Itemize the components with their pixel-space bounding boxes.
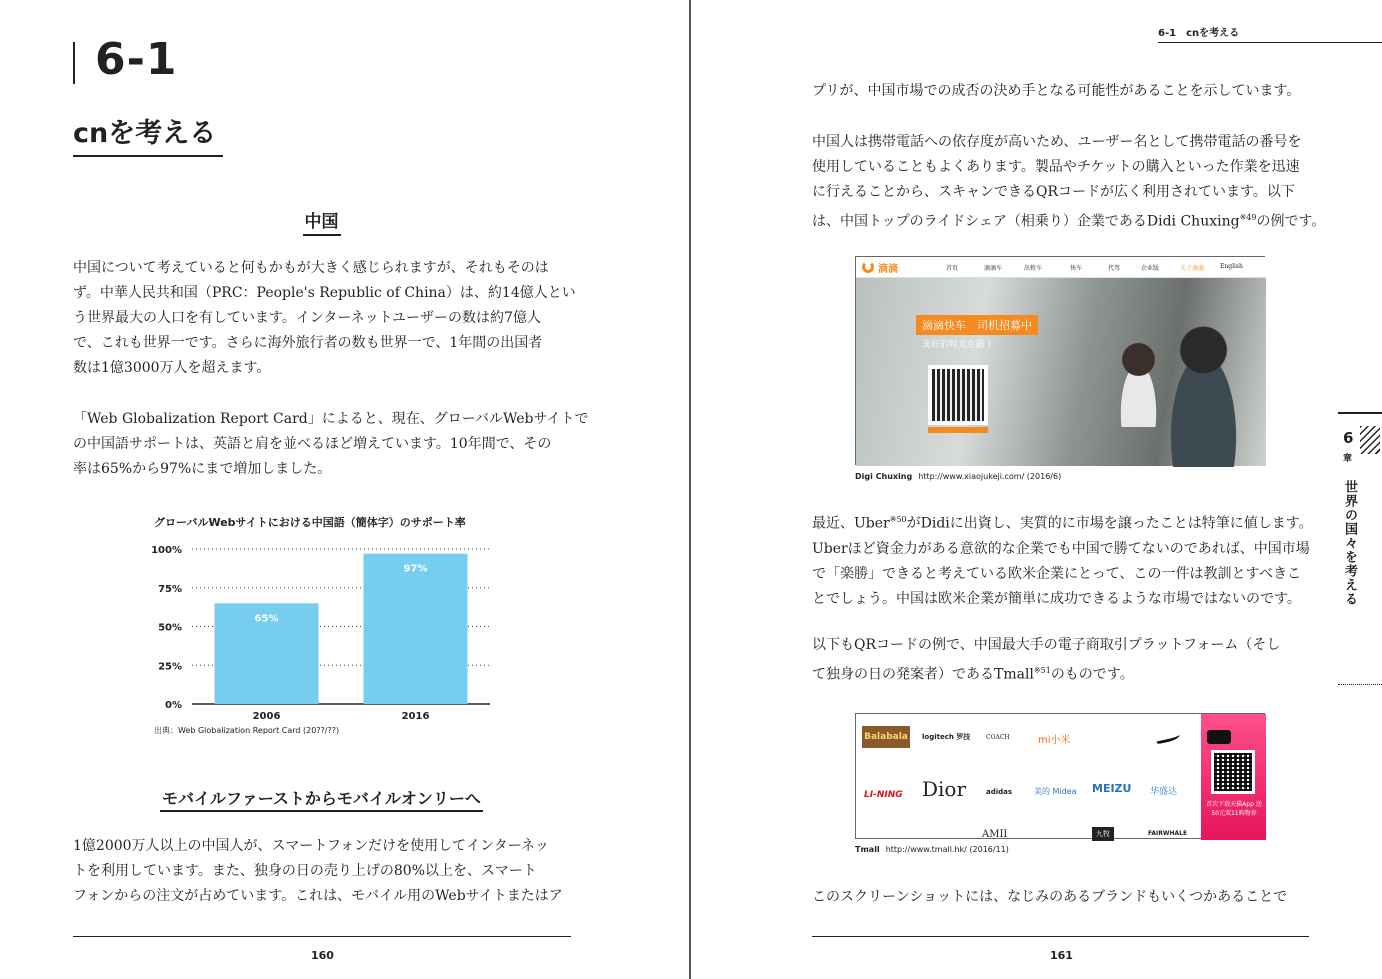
- brand-logo[interactable]: AMII: [982, 829, 1008, 840]
- tmall-caption: [855, 845, 1009, 854]
- text-span: の例です。: [1256, 213, 1326, 230]
- bar-value-label: 97%: [403, 563, 428, 575]
- side-hatch-icon: [1360, 426, 1380, 454]
- caption-name: Tmall: [855, 845, 880, 854]
- text-line: [812, 205, 1326, 235]
- running-header: 6-1 cnを考える: [1158, 28, 1240, 39]
- text-line: ず。中華人民共和国（PRC：People's Republic of China）は、約14億人とい: [73, 285, 576, 301]
- text-line: で、これも世界一です。さらに海外旅行者の数も世界一で、1年間の出国者: [73, 335, 543, 351]
- brand-logo[interactable]: 九牧: [1092, 827, 1114, 841]
- text-line: に行えることから、スキャンできるQRコードが広く利用されています。以下: [812, 184, 1295, 200]
- tmall-promo-panel: [1201, 714, 1266, 840]
- page-number: 161: [1050, 949, 1073, 962]
- brand-logo[interactable]: COACH: [986, 734, 1010, 741]
- text-span: 最近、Uber: [812, 515, 890, 532]
- section-heading-text: 中国: [303, 212, 341, 236]
- side-tab-rule-top: [1338, 412, 1382, 414]
- chapter-number-bar: [73, 42, 75, 84]
- didi-subtitle: 美好的时光在路上: [922, 340, 995, 350]
- page-number: 160: [311, 949, 334, 962]
- paragraph-3: [73, 834, 573, 909]
- y-tick-label: 25%: [158, 661, 182, 673]
- brand-grid: [856, 714, 1201, 840]
- y-tick-label: 50%: [158, 622, 182, 634]
- bar-value-label: 65%: [254, 613, 279, 625]
- brand-logo[interactable]: adidas: [986, 788, 1013, 796]
- running-header-rule: [1158, 42, 1382, 43]
- text-line: 中国について考えていると何もかもが大きく感じられますが、それもそのは: [73, 260, 549, 276]
- person-silhouette: [1111, 337, 1166, 427]
- paragraph-5: [812, 885, 1312, 910]
- text-line: Uberほど資金力がある意欲的な企業でも中国で勝てないのであれば、中国市場: [812, 540, 1310, 557]
- text-line: プリが、中国市場での成否の決め手となる可能性があることを示しています。: [812, 83, 1301, 99]
- side-tab-rule-bottom: [1338, 684, 1382, 685]
- left-page: [0, 0, 690, 979]
- text-span: がDidiに出資し、実質的に市場を譲ったことは特筆に値します。: [906, 515, 1313, 532]
- nike-swoosh-icon[interactable]: [1155, 732, 1180, 745]
- didi-banner: 滴滴快车 司机招募中: [916, 315, 1038, 335]
- text-line: とでしょう。中国は欧米企業が簡単に成功できるような市場ではないのです。: [812, 590, 1301, 607]
- footnote-ref: ※50: [889, 515, 907, 524]
- brand-logo[interactable]: 美的 Midea: [1034, 787, 1077, 796]
- text-line: [812, 507, 1312, 537]
- didi-screenshot: [855, 256, 1265, 465]
- text-line: 数は1億3000万人を超えます。: [73, 360, 271, 376]
- caption-name: Digi Chuxing: [855, 472, 913, 481]
- qr-code-icon: [928, 365, 988, 425]
- text-line: フォンからの注文が占めています。これは、モバイル用のWebサイトまたはア: [73, 888, 563, 904]
- text-line: 率は65%から97%にまで増加しました。: [73, 461, 332, 477]
- qr-code-icon[interactable]: [1211, 750, 1255, 794]
- chart-bar: [364, 554, 468, 704]
- text-line: 中国人は携帯電話への依存度が高いため、ユーザー名として携帯電話の番号を: [812, 134, 1302, 150]
- section-heading-text: モバイルファーストからモバイルオンリーへ: [160, 789, 483, 812]
- didi-logo-icon: [862, 261, 874, 273]
- nav-item[interactable]: 关于滴滴: [1180, 265, 1205, 272]
- text-span: のものです。: [1050, 666, 1134, 683]
- chart-plot: [140, 526, 510, 741]
- brand-logo[interactable]: MEIZU: [1092, 782, 1132, 795]
- qr-pattern: [932, 369, 984, 421]
- didi-logo-text: 滴滴: [878, 264, 898, 275]
- y-tick-label: 100%: [151, 545, 182, 556]
- side-chapter-label: 章: [1343, 454, 1353, 464]
- side-title: 世界の国々を考える: [1342, 480, 1357, 606]
- tmall-screenshot: [855, 713, 1265, 839]
- nav-item[interactable]: 滴滴车: [984, 265, 1003, 272]
- text-line: 使用していることもよくあります。製品やチケットの購入といった作業を迅速: [812, 159, 1300, 175]
- nav-item[interactable]: 首页: [946, 265, 959, 272]
- section-heading-china: [0, 207, 643, 232]
- text-line: [812, 658, 1312, 688]
- nav-item[interactable]: 快车: [1070, 265, 1083, 272]
- right-page: [692, 0, 1382, 979]
- chapter-title: cnを考える: [73, 118, 217, 149]
- support-rate-chart: [140, 510, 510, 740]
- y-tick-label: 0%: [165, 700, 182, 711]
- brand-logo[interactable]: logitech 罗技: [922, 733, 971, 741]
- didi-caption: [855, 472, 1061, 481]
- footnote-ref: ※51: [1033, 666, 1051, 675]
- brand-logo[interactable]: FAIRWHALE: [1148, 830, 1188, 837]
- paragraph-1: [73, 256, 576, 381]
- text-span: は、中国トップのライドシェア（相乗り）企業であるDidi Chuxing: [812, 213, 1240, 230]
- tmall-promo-text: 首次下载天猫App 送50元双11购物券: [1206, 801, 1262, 817]
- brand-logo[interactable]: Balabala: [862, 726, 910, 748]
- paragraph-2: [73, 407, 589, 482]
- paragraph-3: [812, 507, 1312, 612]
- chapter-title-underline: [73, 155, 223, 157]
- person-silhouette: [1156, 317, 1251, 467]
- didi-navbar: [856, 257, 1266, 278]
- brand-logo[interactable]: 华盛达: [1150, 787, 1178, 797]
- qr-pattern: [1214, 753, 1252, 791]
- qr-label-bar: [928, 427, 988, 433]
- chapter-number: 6-1: [95, 34, 178, 85]
- text-line: う世界最大の人口を有しています。インターネットユーザーの数は約7億人: [73, 310, 541, 326]
- y-tick-label: 75%: [158, 583, 182, 595]
- x-tick-label: 2016: [401, 711, 430, 722]
- chart-title: グローバルWebサイトにおける中国語（簡体字）のサポート率: [154, 516, 466, 529]
- text-line: 以下もQRコードの例で、中国最大手の電子商取引プラットフォーム（そし: [812, 637, 1281, 653]
- paragraph-1: [812, 79, 1312, 104]
- book-gutter: [689, 0, 691, 979]
- nav-item[interactable]: English: [1220, 263, 1243, 270]
- brand-logo[interactable]: LI-NING: [864, 790, 903, 800]
- text-line: トを利用しています。また、独身の日の売り上げの80%以上を、スマート: [73, 863, 537, 879]
- paragraph-4: [812, 633, 1312, 688]
- nav-item[interactable]: 企业版: [1141, 265, 1160, 272]
- nav-item[interactable]: 出租车: [1024, 265, 1043, 272]
- caption-url: http://www.xiaojukeji.com/ (2016/6): [918, 472, 1062, 481]
- caption-url: http://www.tmall.hk/ (2016/11): [885, 845, 1009, 854]
- side-chapter-number: 6: [1343, 429, 1354, 447]
- text-line: 「Web Globalization Report Card」によると、現在、グローバルWebサイトで: [73, 411, 589, 427]
- paragraph-2: [812, 130, 1326, 235]
- nav-item[interactable]: 代驾: [1108, 265, 1121, 272]
- footnote-ref: ※49: [1239, 213, 1257, 222]
- brand-logo[interactable]: mi小米: [1038, 735, 1071, 746]
- text-line: 1億2000万人以上の中国人が、スマートフォンだけを使用してインターネッ: [73, 838, 549, 854]
- text-line: で「楽勝」できると考えている欧米企業にとって、この一件は教訓とすべきこ: [812, 565, 1302, 582]
- text-line: このスクリーンショットには、なじみのあるブランドもいくつかあることで: [812, 889, 1288, 905]
- footer-rule: [812, 936, 1309, 937]
- brand-logo[interactable]: Dior: [922, 777, 967, 801]
- footer-rule: [73, 936, 571, 937]
- text-line: の中国語サポートは、英語と肩を並べるほど増えています。10年間で、その: [73, 436, 552, 452]
- text-span: て独身の日の発案者）であるTmall: [812, 666, 1034, 683]
- section-heading-mobile: [0, 786, 643, 809]
- tmall-cat-icon: [1207, 730, 1231, 744]
- chart-source: 出典：Web Globalization Report Card (20??/??): [154, 726, 340, 735]
- x-tick-label: 2006: [252, 711, 281, 722]
